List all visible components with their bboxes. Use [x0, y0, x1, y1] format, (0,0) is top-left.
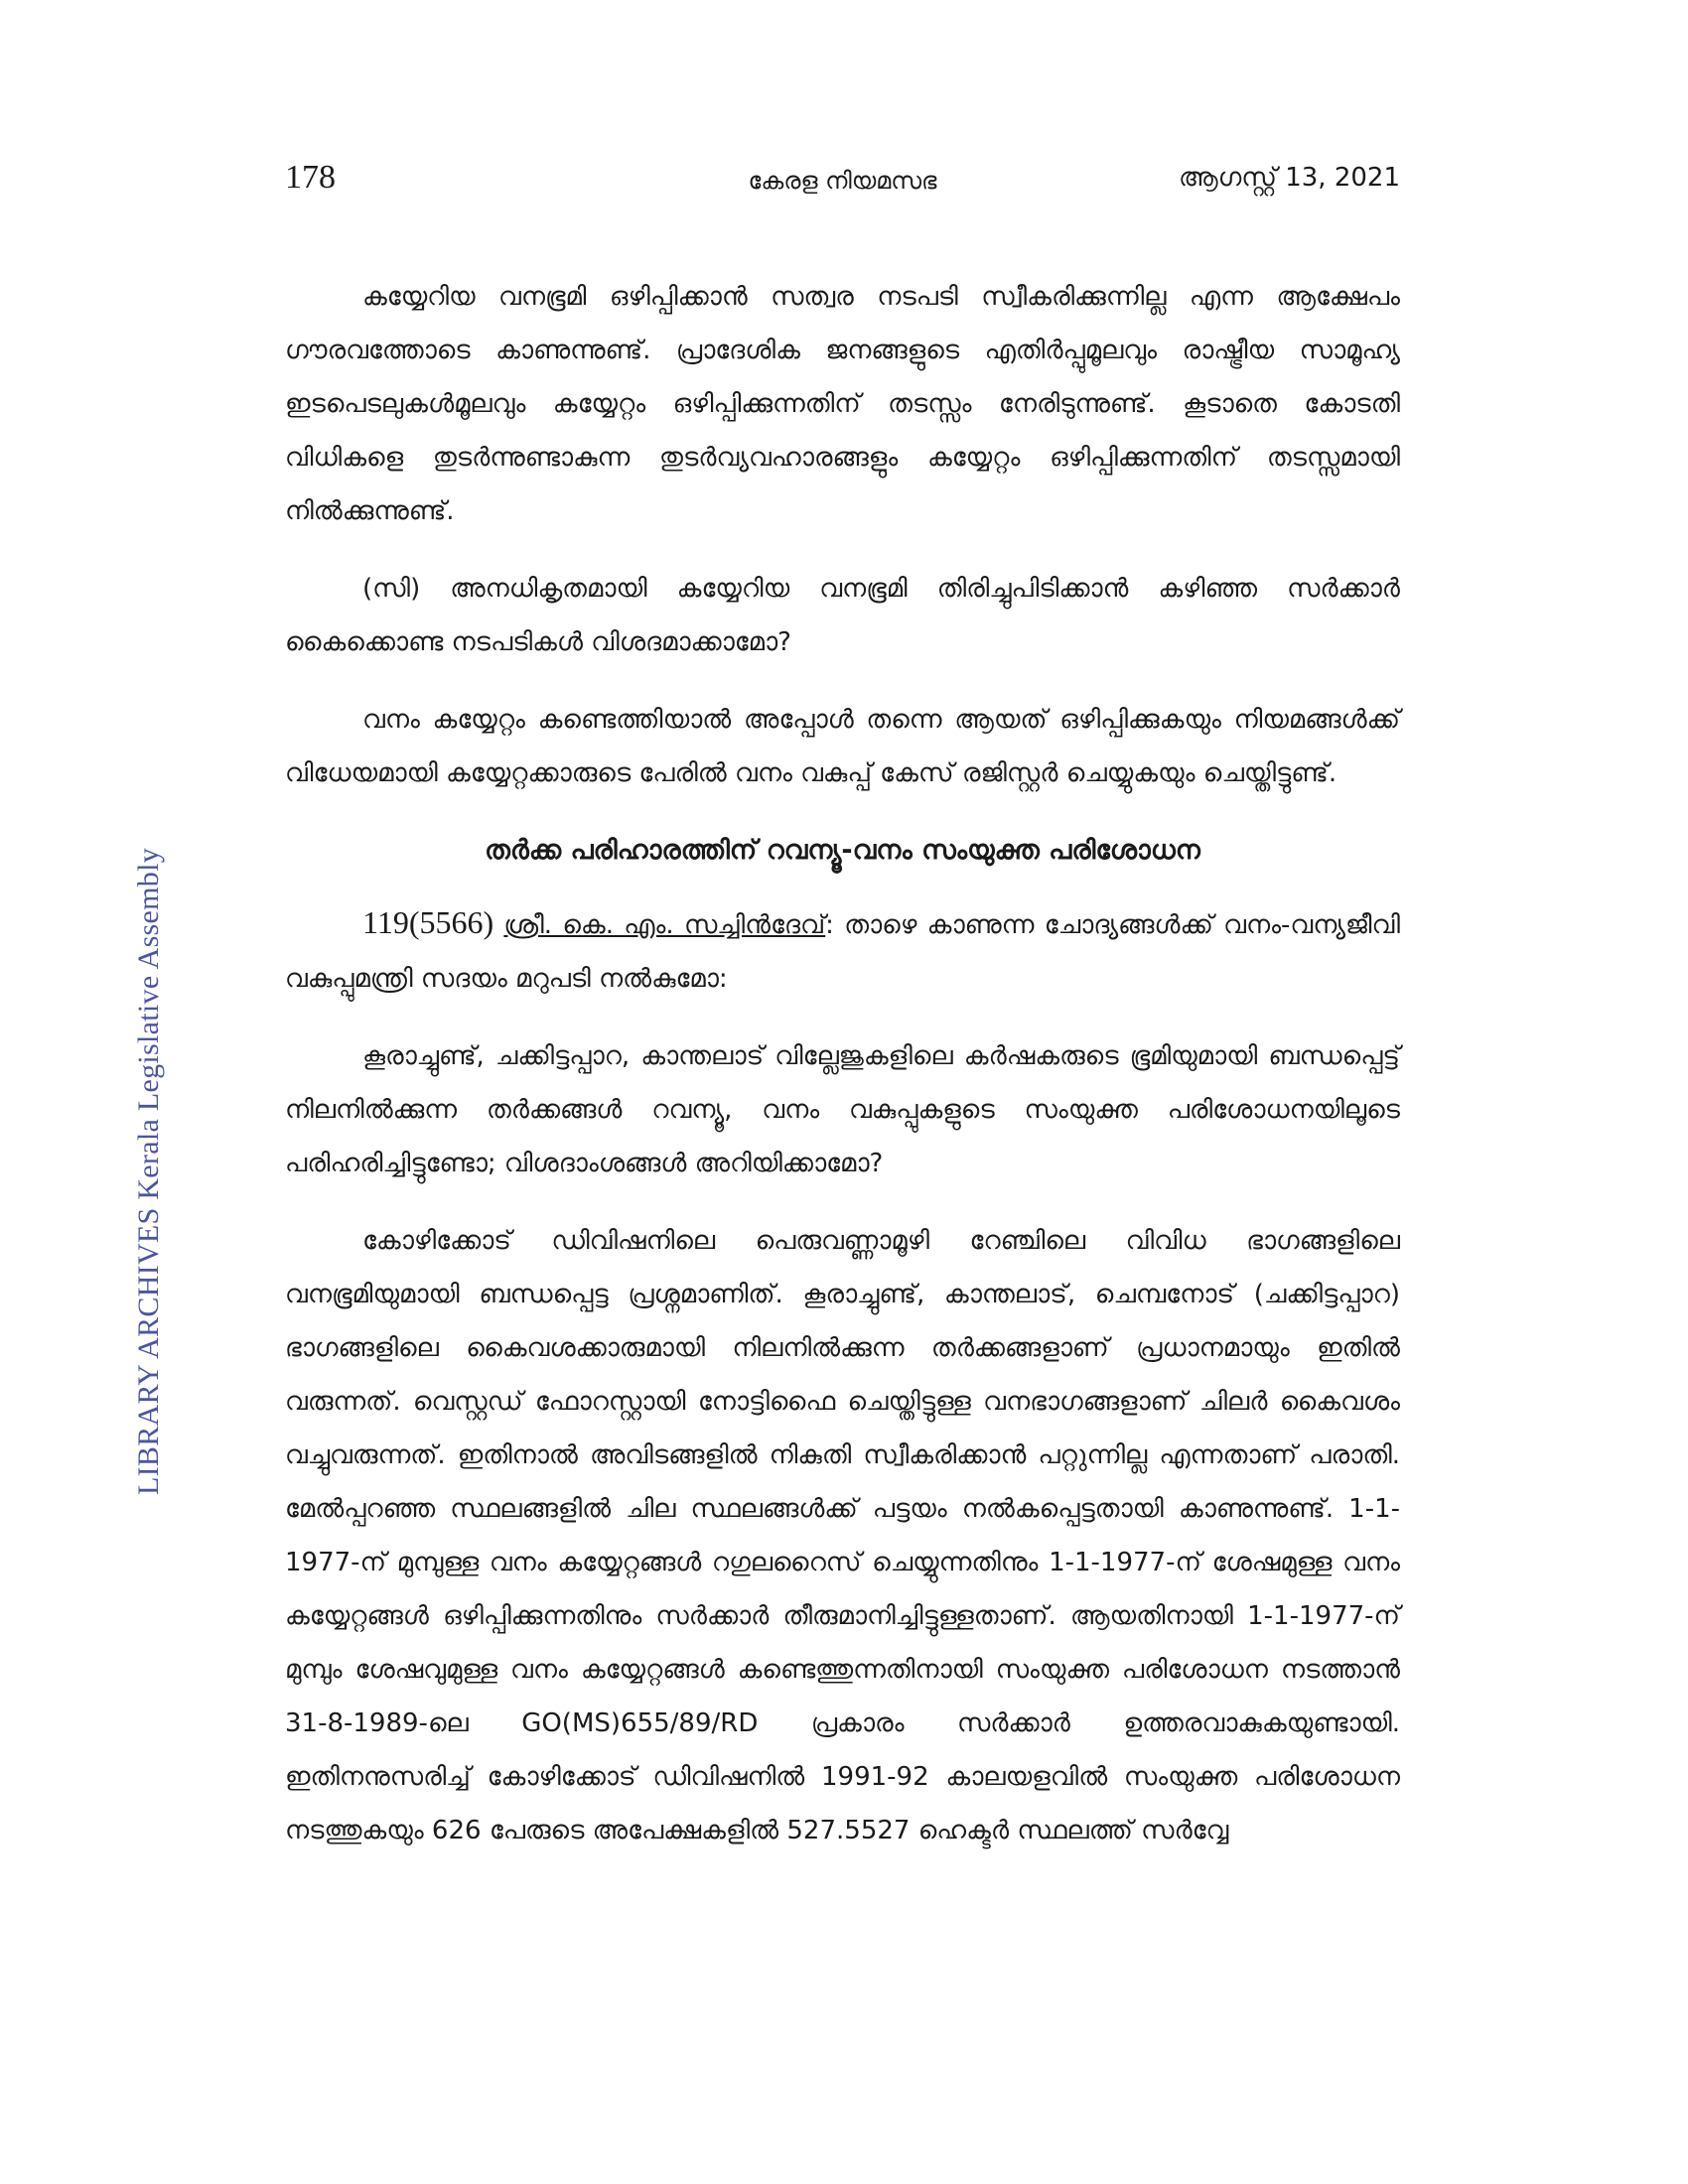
question-c: (സി) അനധികൃതമായി കയ്യേറിയ വനഭൂമി തിരിച്ചുപിടിക്കാൻ കഴിഞ്ഞ സർക്കാർ കൈക്കൊണ്ട നടപടികൾ വിശദമാക്കാമോ?	[285, 574, 1400, 657]
answer-paragraph: കോഴിക്കോട് ഡിവിഷനിലെ പെരുവണ്ണാമൂഴി റേഞ്ചിലെ വിവിധ ഭാഗങ്ങളിലെ വനഭൂമിയുമായി ബന്ധപ്പെട്ട പ്രശ്നമാണിത്. കൂരാച്ചുണ്ട്, കാന്തലാട്, ചെമ്പനോട് (ചക്കിട്ടപ്പാറ) ഭാഗങ്ങളിലെ കൈവശക്കാരുമായി നിലനിൽക്കുന്ന തർക്കങ്ങളാണ് പ്രധാനമായും ഇതിൽ വരുന്നത്. വെസ്റ്റഡ് ഫോറസ്റ്റായി നോട്ടിഫൈ ചെയ്തിട്ടുള്ള വനഭാഗങ്ങളാണ് ചിലർ കൈവശം വച്ചുവരുന്നത്. ഇതിനാൽ അവിടങ്ങളിൽ നികുതി സ്വീകരിക്കാൻ പറ്റുന്നില്ല എന്നതാണ് പരാതി. മേൽപ്പറഞ്ഞ സ്ഥലങ്ങളിൽ ചില സ്ഥലങ്ങൾക്ക് പട്ടയം നൽകപ്പെട്ടതായി കാണുന്നുണ്ട്. 1-1-1977-ന് മുമ്പുള്ള വനം കയ്യേറ്റങ്ങൾ റഗുലറൈസ് ചെയ്യുന്നതിനും 1-1-1977-ന് ശേഷമുള്ള വനം കയ്യേറ്റങ്ങൾ ഒഴിപ്പിക്കുന്നതിനും സർക്കാർ തീരുമാനിച്ചിട്ടുള്ളതാണ്. ആയതിനായി 1-1-1977-ന് മുമ്പും ശേഷവുമുള്ള വനം കയ്യേറ്റങ്ങൾ കണ്ടെത്തുന്നതിനായി സംയുക്ത പരിശോധന നടത്താൻ 31-8-1989-ലെ GO(MS)655/89/RD പ്രകാരം സർക്കാർ ഉത്തരവാകുകയുണ്ടായി. ഇതിനനുസരിച്ച് കോഴിക്കോട് ഡിവിഷനിൽ 1991-92 കാലയളവിൽ സംയുക്ത പരിശോധന നടത്തുകയും 626 പേരുടെ അപേക്ഷകളിൽ 527.5527 ഹെക്ടർ സ്ഥലത്ത് സർവ്വേ	[285, 1226, 1400, 1845]
page-number: 178	[285, 159, 336, 196]
question-text: കൂരാച്ചുണ്ട്, ചക്കിട്ടപ്പാറ, കാന്തലാട് വില്ലേജുകളിലെ കർഷകരുടെ ഭൂമിയുമായി ബന്ധപ്പെട്ട് നിലനിൽക്കുന്ന തർക്കങ്ങൾ റവന്യൂ, വനം വകുപ്പുകളുടെ സംയുക്ത പരിശോധനയിലൂടെ പരിഹരിച്ചിട്ടുണ്ടോ; വിശദാംശങ്ങൾ അറിയിക്കാമോ?	[285, 1041, 1400, 1178]
library-archives-watermark: LIBRARY ARCHIVES Kerala Legislative Assembly	[132, 847, 165, 1496]
answer-paragraph-b: കയ്യേറിയ വനഭൂമി ഒഴിപ്പിക്കാൻ സത്വര നടപടി സ്വീകരിക്കുന്നില്ല എന്ന ആക്ഷേപം ഗൗരവത്തോടെ കാണുന്നുണ്ട്. പ്രാദേശിക ജനങ്ങളുടെ എതിർപ്പുമൂലവും രാഷ്ട്രീയ സാമൂഹ്യ ഇടപെടലുകൾമൂലവും കയ്യേറ്റം ഒഴിപ്പിക്കുന്നതിന് തടസ്സം നേരിടുന്നുണ്ട്. കൂടാതെ കോടതി വിധികളെ തുടർന്നുണ്ടാകുന്ന തുടർവ്യവഹാരങ്ങളും കയ്യേറ്റം ഒഴിപ്പിക്കുന്നതിന് തടസ്സമായി നിൽക്കുന്നുണ്ട്.	[285, 282, 1400, 526]
header-date: ആഗസ്റ്റ് 13, 2021	[1179, 163, 1400, 193]
member-name: ശ്രീ. കെ. എം. സച്ചിൻദേവ്	[503, 910, 826, 940]
question-intro	[285, 895, 1400, 1006]
assembly-name: കേരള നിയമസഭ	[748, 167, 937, 195]
page-header	[285, 159, 1400, 208]
section-heading: തർക്ക പരിഹാരത്തിന് റവന്യൂ-വനം സംയുക്ത പരിശോധന	[485, 835, 1200, 866]
page-content	[285, 270, 1400, 1881]
question-number: 119(5566)	[362, 904, 494, 940]
question-intro-text: : താഴെ കാണുന്ന ചോദ്യങ്ങൾക്ക് വനം-വന്യജീവി വകുപ്പുമന്ത്രി സദയം മറുപടി നൽകുമോ:	[285, 910, 1400, 994]
answer-paragraph-c: വനം കയ്യേറ്റം കണ്ടെത്തിയാൽ അപ്പോൾ തന്നെ ആയത് ഒഴിപ്പിക്കുകയും നിയമങ്ങൾക്ക് വിധേയമായി കയ്യേറ്റക്കാരുടെ പേരിൽ വനം വകുപ്പ് കേസ് രജിസ്റ്റർ ചെയ്യുകയും ചെയ്തിട്ടുണ്ട്.	[285, 705, 1400, 788]
